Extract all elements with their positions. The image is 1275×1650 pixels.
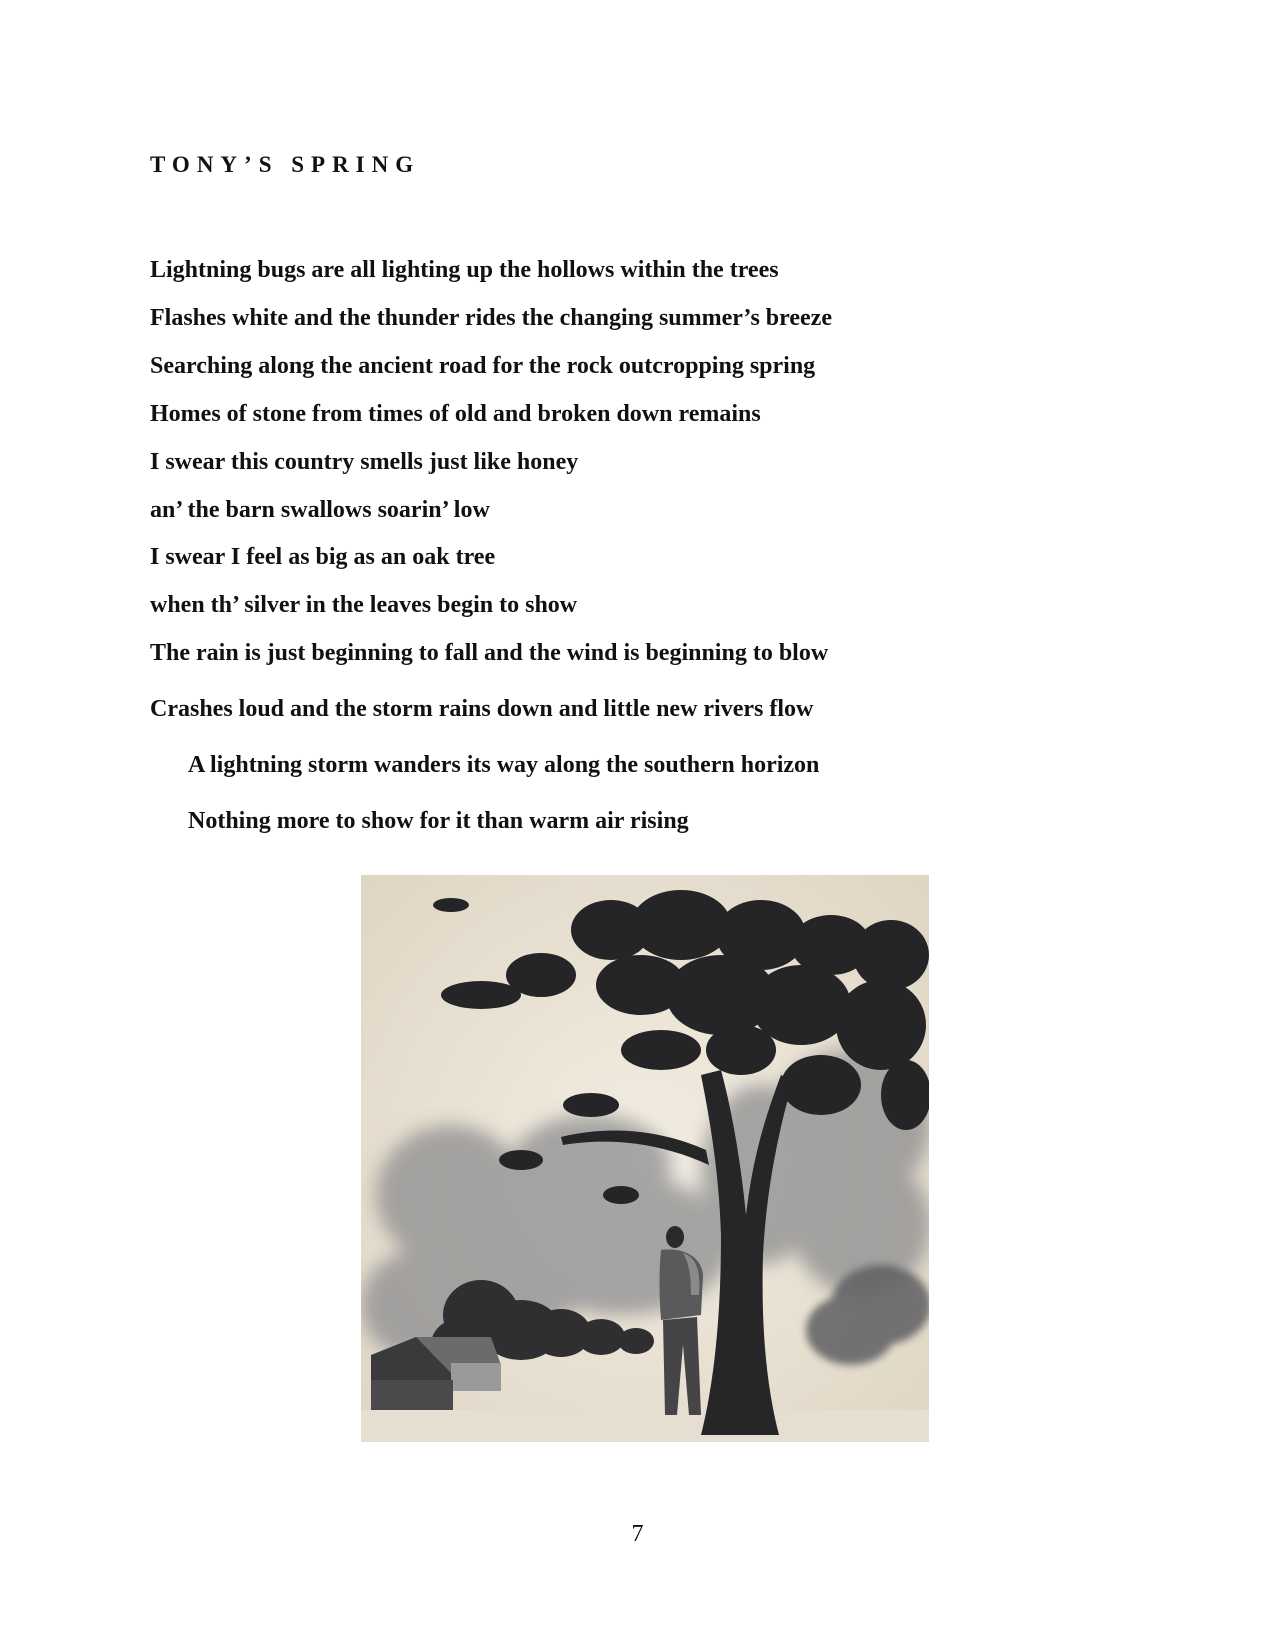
poem-line-indented: Nothing more to show for it than warm air rising — [188, 808, 689, 834]
poem-line: Lightning bugs are all lighting up the hollows within the trees — [150, 257, 779, 283]
poem-line-indented: A lightning storm wanders its way along the southern horizon — [188, 752, 820, 778]
poem-line: Crashes loud and the storm rains down and little new rivers flow — [150, 696, 814, 722]
poem-line: Searching along the ancient road for the rock outcropping spring — [150, 353, 816, 379]
poem-line: when th’ silver in the leaves begin to show — [150, 592, 578, 618]
page-number: 7 — [631, 1521, 644, 1547]
poem-line: I swear this country smells just like honey — [150, 449, 579, 475]
poem-title: TONY’S SPRING — [150, 152, 421, 177]
poem-line: Flashes white and the thunder rides the changing summer’s breeze — [150, 305, 832, 331]
poem-line: Homes of stone from times of old and broken down remains — [150, 401, 761, 427]
tree-illustration — [361, 875, 929, 1442]
ground — [361, 1410, 929, 1442]
poem-line: I swear I feel as big as an oak tree — [150, 544, 496, 570]
poem-line: The rain is just beginning to fall and the wind is beginning to blow — [150, 640, 829, 666]
poem-line: an’ the barn swallows soarin’ low — [150, 497, 490, 523]
